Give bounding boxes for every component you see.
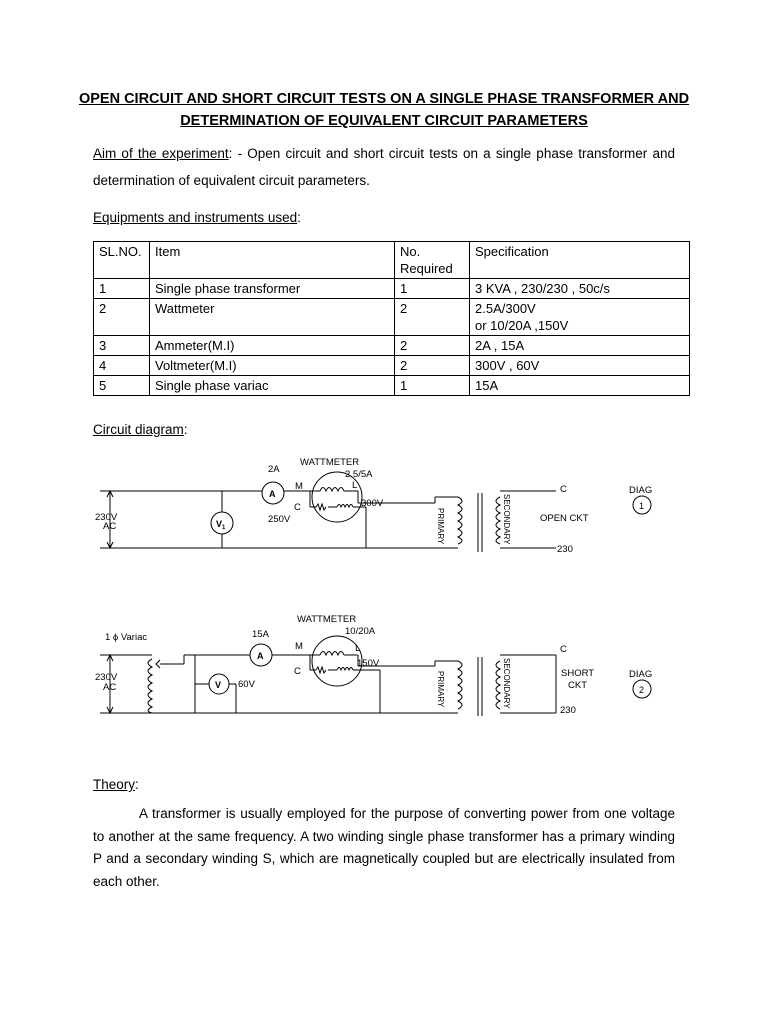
circuit-colon: :	[183, 422, 188, 437]
row-item: Ammeter(M.I)	[150, 336, 395, 356]
circuit-heading	[93, 422, 188, 437]
diag-label: DIAG	[629, 485, 653, 496]
row-no: 2	[395, 299, 470, 336]
wattmeter-label: WATTMETER	[297, 614, 357, 625]
supply-ac: AC	[103, 682, 117, 693]
wattmeter-label: WATTMETER	[300, 457, 360, 468]
table-row	[94, 376, 690, 396]
terminal-c: C	[294, 666, 301, 677]
table-row	[94, 279, 690, 299]
header-spec: Specification	[470, 242, 690, 279]
row-item: Single phase transformer	[150, 279, 395, 299]
theory-paragraph: A transformer is usually employed for the purpose of converting power from one voltage to another at the same frequency. A two winding single phase transformer has a primary winding P and a secondary winding S, which are magnetically coupled but are electrically insulated from each other.	[93, 806, 675, 889]
short-circuit-diagram	[0, 610, 768, 725]
title-line-2: DETERMINATION OF EQUIVALENT CIRCUIT PARAMETERS	[180, 113, 588, 129]
header-item: Item	[150, 242, 395, 279]
secondary-label: SECONDARY	[502, 494, 511, 545]
ammeter-rating: 2A	[268, 464, 280, 475]
table-header-row	[94, 242, 690, 279]
terminal-m: M	[295, 641, 303, 652]
voltmeter-rating: 250V	[268, 514, 291, 525]
voltmeter-symbol	[216, 519, 226, 531]
row-spec-line2: or 10/20A ,150V	[475, 318, 569, 333]
wattmeter-voltage-rating: 300V	[361, 498, 384, 509]
short-label: SHORT	[561, 668, 595, 679]
row-no: 2	[395, 356, 470, 376]
theory-colon: :	[135, 777, 139, 792]
voltmeter-symbol: V	[215, 680, 222, 690]
ammeter-symbol: A	[257, 651, 264, 661]
terminal-m: M	[295, 481, 303, 492]
diag-number: 1	[639, 501, 645, 511]
circuit-label: Circuit diagram	[93, 422, 184, 437]
title-line-1: OPEN CIRCUIT AND SHORT CIRCUIT TESTS ON A SINGLE PHASE TRANSFORMER AND	[78, 91, 690, 107]
row-spec: 3 KVA , 230/230 , 50c/s	[470, 279, 690, 299]
supply-voltage: 230V	[95, 672, 118, 683]
ammeter-rating: 15A	[252, 629, 269, 640]
row-spec-line1: 2.5A/300V	[475, 301, 536, 316]
row-item: Wattmeter	[150, 299, 395, 336]
open-circuit-diagram	[0, 450, 768, 565]
theory-heading	[93, 777, 139, 792]
equipment-heading	[93, 210, 301, 225]
aim-label: Aim of the experiment	[93, 146, 229, 161]
row-sl: 3	[94, 336, 150, 356]
table-row	[94, 299, 690, 336]
row-spec: 2A , 15A	[470, 336, 690, 356]
equipment-table	[93, 241, 690, 396]
row-no: 2	[395, 336, 470, 356]
row-item: Voltmeter(M.I)	[150, 356, 395, 376]
diag-number: 2	[639, 685, 645, 695]
table-row	[94, 356, 690, 376]
equipment-colon: :	[297, 210, 301, 225]
primary-label: PRIMARY	[436, 508, 445, 545]
variac-label: 1 ϕ Variac	[105, 632, 148, 643]
secondary-230: 230	[557, 544, 573, 555]
row-spec: 15A	[470, 376, 690, 396]
primary-label: PRIMARY	[436, 671, 445, 708]
voltmeter-letter: V	[216, 519, 223, 529]
secondary-c: C	[560, 644, 567, 655]
terminal-l: L	[355, 643, 361, 654]
theory-label: Theory	[93, 777, 136, 792]
equipment-label: Equipments and instruments used	[93, 210, 298, 225]
wattmeter-current-rating: 2.5/5A	[345, 469, 373, 480]
aim-text: : - Open circuit and short circuit tests on a single phase transformer and determination of equivalent circuit parameters.	[93, 146, 676, 188]
ammeter-symbol: A	[269, 489, 276, 499]
ckt-label: CKT	[568, 680, 587, 691]
document-title	[60, 88, 708, 132]
row-item: Single phase variac	[150, 376, 395, 396]
terminal-c: C	[294, 502, 301, 513]
wattmeter-voltage-rating: 150V	[357, 658, 380, 669]
header-required: No. Required	[395, 242, 470, 279]
row-spec	[470, 299, 690, 336]
diag-label: DIAG	[629, 669, 653, 680]
row-sl: 1	[94, 279, 150, 299]
row-spec: 300V , 60V	[470, 356, 690, 376]
secondary-c: C	[560, 484, 567, 495]
table-row	[94, 336, 690, 356]
secondary-230: 230	[560, 705, 576, 716]
row-sl: 4	[94, 356, 150, 376]
row-no: 1	[395, 279, 470, 299]
row-no: 1	[395, 376, 470, 396]
supply-voltage: 230V	[95, 512, 118, 523]
voltmeter-subscript: 1	[222, 525, 226, 531]
supply-ac: AC	[103, 521, 117, 532]
row-sl: 5	[94, 376, 150, 396]
secondary-label: SECONDARY	[502, 658, 511, 709]
aim-paragraph	[93, 140, 675, 194]
row-sl: 2	[94, 299, 150, 336]
wattmeter-current-rating: 10/20A	[345, 626, 376, 637]
voltmeter-rating: 60V	[238, 679, 255, 690]
open-ckt-label: OPEN CKT	[540, 513, 589, 524]
header-slno: SL.NO.	[94, 242, 150, 279]
terminal-l: L	[352, 480, 358, 491]
